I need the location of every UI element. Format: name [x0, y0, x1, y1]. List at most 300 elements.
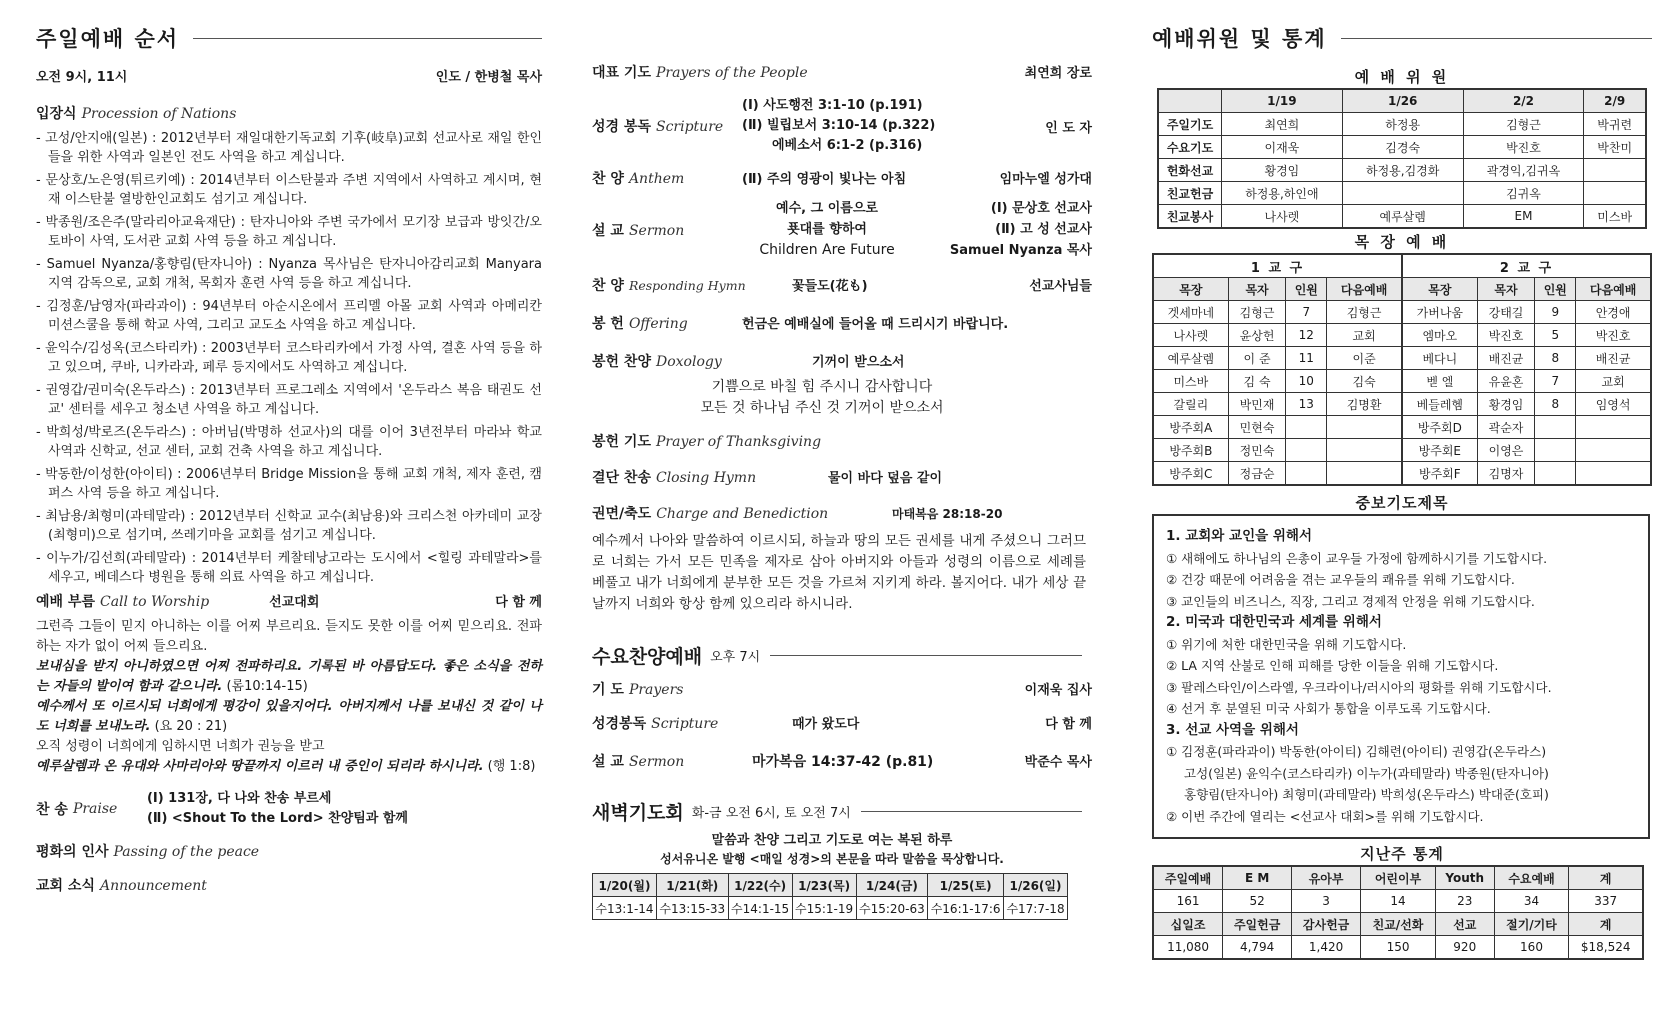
praise-item: (Ⅰ) 131장, 다 나와 찬송 부르세 [146, 791, 332, 806]
table-cell: 8 [1535, 347, 1576, 370]
table-row [1153, 890, 1643, 913]
table-cell: 김귀옥 [1463, 182, 1584, 205]
table-cell: 예루살렘 [1342, 205, 1463, 229]
table-row [1153, 347, 1651, 370]
missionary-item: - 박동한/이성한(아이티) : 2006년부터 Bridge Mission을 통해 교회 개척, 제자 훈련, 캠퍼스 사역 등을 하고 계십니다. [36, 467, 542, 501]
charge-text: 예수께서 나아와 말씀하여 이르시되, 하늘과 땅의 모든 권세를 내게 주셨으니 그러므로 너희는 가서 모든 민족을 제자로 삼아 아버지와 아들과 성령의 이름으로 세례를 베풀고 내가 너희에게 분부한 모든 것을 가르쳐 지키게 하라. 볼지어다. 내가 세상 끝날까지 너희와 항상 함께 있으리라 하시니라. [592, 533, 1086, 612]
table-row [1153, 324, 1651, 347]
service-leader: 인도 / 한병철 목사 [435, 70, 542, 85]
call-line: 보내심을 받지 아니하였으면 어찌 전파하리요. 기록된 바 아름답도다. 좋은 소식을 전하는 자들의 발이여 함과 같으니라. [36, 659, 542, 694]
charge-en: Charge and Benediction [656, 506, 829, 522]
dawn-text: 수17:7-18 [1004, 897, 1068, 920]
table-cell [1576, 439, 1651, 462]
table-cell: 13 [1286, 393, 1327, 416]
column-header: 주일예배 [1153, 866, 1223, 890]
column-header: 목자 [1477, 278, 1535, 301]
column-header: 감사헌금 [1292, 913, 1361, 936]
prayer-label: 대표 기도 [592, 65, 651, 81]
dawn-date: 1/20(월) [593, 874, 657, 897]
table-row [1153, 936, 1643, 960]
table-cell: 이재욱 [1222, 136, 1343, 159]
praise-item: (Ⅱ) <Shout To the Lord> 찬양팀과 함께 [146, 811, 408, 826]
column-header: 목장 [1153, 278, 1228, 301]
charge-reference: 마태복음 28:18-20 [892, 507, 1003, 521]
sermon-preacher: (Ⅰ) 문상호 선교사 [990, 201, 1092, 216]
table-row [1153, 278, 1651, 301]
column-header: 다음예배 [1327, 278, 1402, 301]
missionary-list [36, 129, 542, 587]
scripture-en: Scripture [655, 119, 724, 135]
dawn-description [592, 831, 1092, 869]
section-header [36, 18, 542, 58]
table-cell: 교회 [1576, 370, 1651, 393]
dawn-text: 수14:1-15 [728, 897, 792, 920]
scripture-label: 성경 봉독 [592, 119, 651, 135]
divider [193, 38, 542, 39]
responding-en: Responding Hymn [628, 278, 746, 293]
table-cell: 337 [1569, 890, 1643, 913]
table-cell: 김명자 [1477, 462, 1535, 486]
table-cell: 미스바 [1584, 205, 1646, 229]
missionary-item: - 문상호/노은영(튀르키예) : 2014년부터 이스탄불과 주변 지역에서 사역하고 계시며, 현재 이스탄불 열방한인교회도 섬기고 계십니다. [36, 173, 542, 207]
table-cell: 김 숙 [1228, 370, 1286, 393]
dawn-schedule-table [592, 873, 1068, 920]
dawn-line: 말씀과 찬양 그리고 기도로 여는 복된 하루 [711, 833, 953, 848]
table-cell [1327, 439, 1402, 462]
staff-table [1157, 88, 1647, 229]
anthem-row [592, 168, 1092, 188]
stats-table [1152, 865, 1644, 960]
table-cell: 황경임 [1222, 159, 1343, 182]
district-header: 1 교 구 [1153, 254, 1402, 278]
doxology-title: 기꺼이 받으소서 [812, 355, 905, 370]
wed-prayer-row [592, 679, 1092, 699]
table-cell: 34 [1494, 890, 1569, 913]
wed-sermon-who: 박준수 목사 [1024, 755, 1092, 770]
procession-en: Procession of Nations [81, 106, 237, 122]
section-header [1152, 18, 1652, 58]
prayer-heading: 1. 교회와 교인을 위해서 [1166, 528, 1312, 544]
wed-scripture-title: 때가 왔도다 [792, 717, 860, 732]
call-line: 오직 성령이 너희에게 임하시면 너희가 권능을 받고 [36, 739, 325, 754]
wed-scripture-label: 성경봉독 [592, 716, 647, 732]
table-corner [1158, 89, 1222, 113]
prayer-en: Prayers of the People [655, 65, 808, 81]
offering-en: Offering [628, 316, 688, 332]
row-label: 수요기도 [1158, 136, 1222, 159]
table-cell: 11 [1286, 347, 1327, 370]
closing-hymn-row [592, 467, 1092, 487]
call-to-worship-row [36, 591, 542, 611]
row-label: 친교헌금 [1158, 182, 1222, 205]
sermon-title: Children Are Future [759, 242, 895, 258]
offering-row [592, 313, 1092, 333]
wed-sermon-row [592, 751, 1092, 771]
prayer-who: 최연희 장로 [1024, 66, 1092, 81]
doxology-line: 모든 것 하나님 주신 것 기꺼이 받으소서 [700, 400, 944, 416]
table-cell: 겟세마네 [1153, 301, 1228, 324]
announcement-label: 교회 소식 [36, 878, 95, 894]
table-cell: 박귀련 [1584, 113, 1646, 136]
table-cell: 1,420 [1292, 936, 1361, 960]
table-row [593, 874, 1068, 897]
column-header: 유아부 [1292, 866, 1361, 890]
wed-sermon-reference: 마가복음 14:37-42 (p.81) [752, 754, 934, 770]
dawn-date: 1/24(금) [856, 874, 928, 897]
table-cell: 벧 엘 [1402, 370, 1477, 393]
responding-who: 선교사님들 [1029, 279, 1092, 294]
table-row [1158, 89, 1646, 113]
table-row [1158, 136, 1646, 159]
table-row [1158, 182, 1646, 205]
doxology-line: 기쁨으로 바칠 힘 주시니 감사합니다 [711, 379, 933, 395]
table-cell: 최연희 [1222, 113, 1343, 136]
column-header: E M [1223, 866, 1292, 890]
worship-order-continued [592, 62, 1092, 920]
table-cell: 강태길 [1477, 301, 1535, 324]
table-cell [1327, 416, 1402, 439]
call-who: 선교대회 [269, 595, 320, 610]
prayer-item: ① 새해에도 하나님의 은총이 교우들 가정에 함께하시기를 기도합시다. [1166, 550, 1548, 566]
wednesday-header [592, 641, 1092, 669]
missionary-item: - Samuel Nyanza/홍향림(탄자니아) : Nyanza 목사님은 탄자니아감리교회 Manyara 지역 감독으로, 교회 개척, 목회자 훈련 사역 등을 하고 계십니다. [36, 257, 542, 291]
prayer-heading: 3. 선교 사역을 위해서 [1166, 721, 1299, 738]
table-row [1153, 439, 1651, 462]
scripture-reading: 에베소서 6:1-2 (p.316) [772, 138, 923, 153]
table-cell: 김명환 [1327, 393, 1402, 416]
table-row [1158, 159, 1646, 182]
call-text [36, 617, 542, 777]
table-cell: 김숙 [1327, 370, 1402, 393]
table-cell: 임영석 [1576, 393, 1651, 416]
row-label: 주일기도 [1158, 113, 1222, 136]
greeting-row [36, 841, 542, 861]
table-cell: 방주회B [1153, 439, 1228, 462]
call-ref: (롬10:14-15) [226, 679, 308, 694]
table-cell: 교회 [1327, 324, 1402, 347]
table-cell: 방주회A [1153, 416, 1228, 439]
column-header: 선교 [1435, 913, 1494, 936]
responding-hymn-row [592, 275, 1092, 295]
wed-scripture-row [592, 713, 1092, 733]
column-header: 십일조 [1153, 913, 1223, 936]
table-row [1153, 254, 1651, 278]
closing-en: Closing Hymn [655, 470, 757, 486]
prayer-item: ③ 팔레스타인/이스라엘, 우크라이나/러시아의 평화를 위해 기도합시다. [1166, 679, 1552, 695]
table-row [1153, 913, 1643, 936]
table-cell: 김형근 [1463, 113, 1584, 136]
column-header: 수요예배 [1494, 866, 1569, 890]
prayer-item: ① 김정훈(파라과이) 박동한(아이티) 김해련(아이티) 권영갑(온두라스) [1166, 744, 1547, 759]
dawn-text: 수16:1-17:6 [928, 897, 1004, 920]
call-en: Call to Worship [99, 594, 210, 610]
dawn-title: 새벽기도회 [592, 801, 684, 824]
service-time-row [36, 66, 542, 85]
table-cell: 5 [1535, 324, 1576, 347]
anthem-who: 임마누엘 성가대 [999, 172, 1092, 187]
column-header: 주일헌금 [1223, 913, 1292, 936]
table-cell: 8 [1535, 393, 1576, 416]
column-header: 친교/선화 [1361, 913, 1436, 936]
table-cell: 하정용 [1342, 113, 1463, 136]
table-row [1153, 393, 1651, 416]
column-header: 2/2 [1463, 89, 1584, 113]
table-cell: 방주회F [1402, 462, 1477, 486]
praise-label: 찬 송 [36, 802, 68, 818]
greeting-en: Passing of the peace [113, 844, 260, 860]
praise-row [36, 789, 542, 829]
charge-row [592, 503, 1092, 523]
doxology-en: Doxology [655, 354, 722, 370]
prayer-item: 고성(일본) 윤익수(코스타리카) 이누가(과테말라) 박종원(탄자니아) [1184, 765, 1549, 781]
table-cell: 23 [1435, 890, 1494, 913]
sermon-row [592, 198, 1092, 261]
table-cell: 161 [1153, 890, 1223, 913]
table-cell: 박진호 [1463, 136, 1584, 159]
staff-and-statistics-column [1152, 0, 1652, 960]
wed-prayer-en: Prayers [628, 682, 684, 698]
missionary-item: - 최남용/최형미(과테말라) : 2012년부터 신학교 교수(최남용)와 크리스천 아카데미 교장(최형미)으로 섬기며, 쓰레기마을 교회를 섬기고 계십니다. [36, 509, 542, 543]
prayer-heading: 2. 미국과 대한민국과 세계를 위해서 [1166, 614, 1382, 630]
table-cell: 예루살렘 [1153, 347, 1228, 370]
thanksgiving-en: Prayer of Thanksgiving [655, 434, 822, 450]
dawn-text: 수13:1-14 [593, 897, 657, 920]
table-cell [1286, 416, 1327, 439]
missionary-item: - 윤익수/김성옥(코스타리카) : 2003년부터 코스타리카에서 가정 사역, 결혼 사역 등을 하고 있으며, 쿠바, 니카라과, 페루 등지에서도 사역하고 계십니다. [36, 341, 542, 375]
shepherd-table [1152, 253, 1652, 486]
table-cell: 나사렛 [1153, 324, 1228, 347]
procession-label: 입장식 [36, 106, 77, 122]
table-cell: 이영은 [1477, 439, 1535, 462]
table-cell: 박찬미 [1584, 136, 1646, 159]
greeting-label: 평화의 인사 [36, 844, 109, 860]
sermon-preacher: Samuel Nyanza 목사 [949, 243, 1092, 258]
wed-prayer-who: 이재욱 집사 [1024, 683, 1092, 698]
prayer-row [592, 62, 1092, 82]
table-cell: 김경숙 [1342, 136, 1463, 159]
table-cell: 3 [1292, 890, 1361, 913]
column-header: 목자 [1228, 278, 1286, 301]
sermon-preacher: (Ⅱ) 고 성 선교사 [995, 222, 1092, 237]
missionary-item: - 고성/안지애(일본) : 2012년부터 재일대한기독교회 기후(岐阜)교회 선교사로 재일 한인들을 위한 사역과 일본인 전도 사역을 하고 계십니다. [36, 131, 542, 165]
column-header: 절기/기타 [1494, 913, 1569, 936]
order-of-worship-column [36, 0, 542, 895]
announcement-row [36, 875, 542, 895]
wed-scripture-who: 다 함 께 [1045, 717, 1092, 732]
sermon-title: 푯대를 향하여 [787, 222, 867, 237]
table-row [1153, 301, 1651, 324]
table-cell: 박진호 [1477, 324, 1535, 347]
table-cell: 정금순 [1228, 462, 1286, 486]
column-header: 계 [1569, 866, 1643, 890]
row-label: 친교봉사 [1158, 205, 1222, 229]
table-cell: 곽경익,김귀옥 [1463, 159, 1584, 182]
divider [770, 655, 1082, 656]
table-cell: 방주회D [1402, 416, 1477, 439]
wed-scripture-en: Scripture [651, 716, 719, 732]
section-title: 예배위원 및 통계 [1152, 27, 1327, 51]
scripture-reading: (Ⅰ) 사도행전 3:1-10 (p.191) [742, 98, 923, 113]
table-cell: 베들레헴 [1402, 393, 1477, 416]
shepherd-caption: 목 장 예 배 [1354, 233, 1450, 251]
table-cell: 민현숙 [1228, 416, 1286, 439]
table-row [1153, 370, 1651, 393]
table-cell: 4,794 [1223, 936, 1292, 960]
dawn-prayer-header [592, 797, 1092, 825]
table-cell: 150 [1361, 936, 1436, 960]
dawn-date: 1/26(일) [1004, 874, 1068, 897]
dawn-text: 수15:20-63 [856, 897, 928, 920]
call-line: 예루살렘과 온 유대와 사마리아와 땅끝까지 이르러 내 증인이 되리라 하시니라. [36, 759, 484, 774]
dawn-text: 수13:15-33 [656, 897, 728, 920]
procession-row [36, 103, 542, 123]
table-cell: 하정용,김경화 [1342, 159, 1463, 182]
closing-label: 결단 찬송 [592, 470, 651, 486]
call-line: 그런즉 그들이 믿지 아니하는 이를 어찌 부르리요. 듣지도 못한 이를 어찌 믿으리요. 전파하는 자가 없이 어찌 들으리요. [36, 619, 542, 654]
sermon-en: Sermon [628, 222, 685, 239]
table-cell [1286, 462, 1327, 486]
table-cell: 배진균 [1576, 347, 1651, 370]
table-cell: 7 [1535, 370, 1576, 393]
dawn-time: 화-금 오전 6시, 토 오전 7시 [691, 805, 851, 821]
table-cell: 박민재 [1228, 393, 1286, 416]
table-cell [1286, 439, 1327, 462]
prayer-requests-box [1152, 514, 1650, 839]
missionary-item: - 박종원/조은주(말라리아교육재단) : 탄자니아와 주변 국가에서 모기장 보급과 방잇간/오토바이 사역, 도서관 교회 사역 등을 하고 계십니다. [36, 215, 542, 249]
table-cell: 9 [1535, 301, 1576, 324]
sermon-title: 예수, 그 이름으로 [776, 201, 878, 216]
missionary-item: - 이누가/김선희(과테말라) : 2014년부터 케찰테낭고라는 도시에서 <힐링 과테말라>를 세우고, 베데스다 병원을 통해 의료 사역을 하고 계십니다. [36, 551, 542, 585]
table-cell: 나사렛 [1222, 205, 1343, 229]
table-cell: 이 준 [1228, 347, 1286, 370]
sermon-label: 설 교 [592, 222, 624, 239]
scripture-reading: (Ⅱ) 빌립보서 3:10-14 (p.322) [742, 118, 936, 133]
missionary-item: - 박희성/박로즈(온두라스) : 아버님(박명하 선교사)의 대를 이어 3년전부터 마라놔 학교 사역과 신학교, 선교 센터, 교회 건축 사역을 하고 계십니다. [36, 425, 542, 459]
call-label: 예배 부름 [36, 594, 95, 610]
table-cell: 가버나움 [1402, 301, 1477, 324]
column-header: 인원 [1535, 278, 1576, 301]
table-cell [1342, 182, 1463, 205]
table-cell: 방주회E [1402, 439, 1477, 462]
prayer-requests-caption: 중보기도제목 [1355, 494, 1449, 512]
wed-sermon-en: Sermon [628, 754, 685, 770]
table-cell: 10 [1286, 370, 1327, 393]
dawn-text: 수15:1-19 [792, 897, 856, 920]
table-cell [1535, 462, 1576, 486]
doxology-label: 봉헌 찬양 [592, 354, 651, 370]
table-row [1158, 113, 1646, 136]
table-row [1153, 462, 1651, 486]
thanksgiving-row [592, 431, 1092, 451]
scripture-row [592, 96, 1092, 156]
table-row [1158, 205, 1646, 229]
dawn-date: 1/21(화) [656, 874, 728, 897]
column-header: 다음예배 [1576, 278, 1651, 301]
table-cell: 윤상헌 [1228, 324, 1286, 347]
table-cell [1576, 416, 1651, 439]
table-cell [1584, 159, 1646, 182]
offering-text: 헌금은 예배실에 들어올 때 드리시기 바랍니다. [742, 317, 1009, 332]
stats-caption: 지난주 통계 [1360, 845, 1444, 863]
wednesday-title: 수요찬양예배 [592, 645, 703, 668]
dawn-line: 성서유니온 발행 <매일 성경>의 본문을 따라 말씀을 묵상합니다. [660, 852, 1004, 866]
table-cell [1584, 182, 1646, 205]
table-cell: EM [1463, 205, 1584, 229]
table-cell [1535, 416, 1576, 439]
table-cell: 김형근 [1228, 301, 1286, 324]
charge-label: 권면/축도 [592, 506, 652, 522]
table-cell: 베다니 [1402, 347, 1477, 370]
prayer-item: ③ 교인들의 비즈니스, 직장, 그리고 경제적 안정을 위해 기도합시다. [1166, 593, 1535, 609]
table-cell: 이준 [1327, 347, 1402, 370]
column-header: 2/9 [1584, 89, 1646, 113]
closing-title: 물이 바다 덮음 같이 [828, 471, 943, 486]
district-header: 2 교 구 [1402, 254, 1651, 278]
divider [1341, 38, 1652, 39]
table-row [593, 897, 1068, 920]
row-label: 헌화선교 [1158, 159, 1222, 182]
table-row [1153, 416, 1651, 439]
column-header: 계 [1569, 913, 1643, 936]
table-cell [1535, 439, 1576, 462]
column-header: 목장 [1402, 278, 1477, 301]
offering-label: 봉 헌 [592, 316, 624, 332]
prayer-item: ④ 선거 후 분열된 미국 사회가 통합을 이루도록 기도합시다. [1166, 701, 1491, 716]
table-cell: 52 [1223, 890, 1292, 913]
table-cell [1327, 462, 1402, 486]
prayer-item: ② LA 지역 산불로 인해 피해를 당한 이들을 위해 기도합시다. [1166, 658, 1499, 673]
table-cell: 곽순자 [1477, 416, 1535, 439]
anthem-title: (Ⅱ) 주의 영광이 빛나는 아침 [742, 172, 907, 187]
column-header: 1/19 [1222, 89, 1343, 113]
responding-label: 찬 양 [592, 278, 624, 294]
wed-sermon-label: 설 교 [592, 754, 624, 770]
column-header: 인원 [1286, 278, 1327, 301]
table-cell: 14 [1361, 890, 1436, 913]
call-ref: (요 20 : 21) [154, 719, 228, 734]
scripture-who: 인 도 자 [1045, 120, 1092, 136]
divider [861, 811, 1082, 812]
announcement-en: Announcement [99, 878, 207, 894]
thanksgiving-label: 봉헌 기도 [592, 434, 651, 450]
call-line: 예수께서 또 이르시되 너희에게 평강이 있을지어다. 아버지께서 나를 보내신 것 같이 나도 너희를 보내노라. [36, 699, 542, 734]
table-cell: 160 [1494, 936, 1569, 960]
table-cell: $18,524 [1569, 936, 1643, 960]
column-header: Youth [1435, 866, 1494, 890]
table-cell: 유윤혼 [1477, 370, 1535, 393]
table-cell: 방주회C [1153, 462, 1228, 486]
doxology-row [592, 351, 1092, 371]
anthem-label: 찬 양 [592, 171, 624, 187]
table-cell: 하정용,하인애 [1222, 182, 1343, 205]
table-cell: 12 [1286, 324, 1327, 347]
table-cell: 엠마오 [1402, 324, 1477, 347]
call-response: 다 함 께 [495, 595, 542, 610]
prayer-item: ① 위기에 처한 대한민국을 위해 기도합시다. [1166, 636, 1407, 652]
anthem-en: Anthem [628, 171, 685, 187]
table-cell: 920 [1435, 936, 1494, 960]
prayer-item: ② 건강 때문에 어려움을 겪는 교우들의 쾌유를 위해 기도합시다. [1166, 572, 1515, 587]
table-cell: 배진균 [1477, 347, 1535, 370]
responding-title: 꽃들도(花も) [792, 279, 868, 294]
prayer-item: 홍향림(탄자니아) 최형미(과테말라) 박희성(온두라스) 박대준(호피) [1184, 787, 1549, 802]
column-header: 어린이부 [1361, 866, 1436, 890]
table-cell: 갈릴리 [1153, 393, 1228, 416]
staff-caption: 예 배 위 원 [1354, 68, 1450, 86]
table-cell: 미스바 [1153, 370, 1228, 393]
table-cell: 7 [1286, 301, 1327, 324]
doxology-lyrics [592, 377, 1092, 419]
